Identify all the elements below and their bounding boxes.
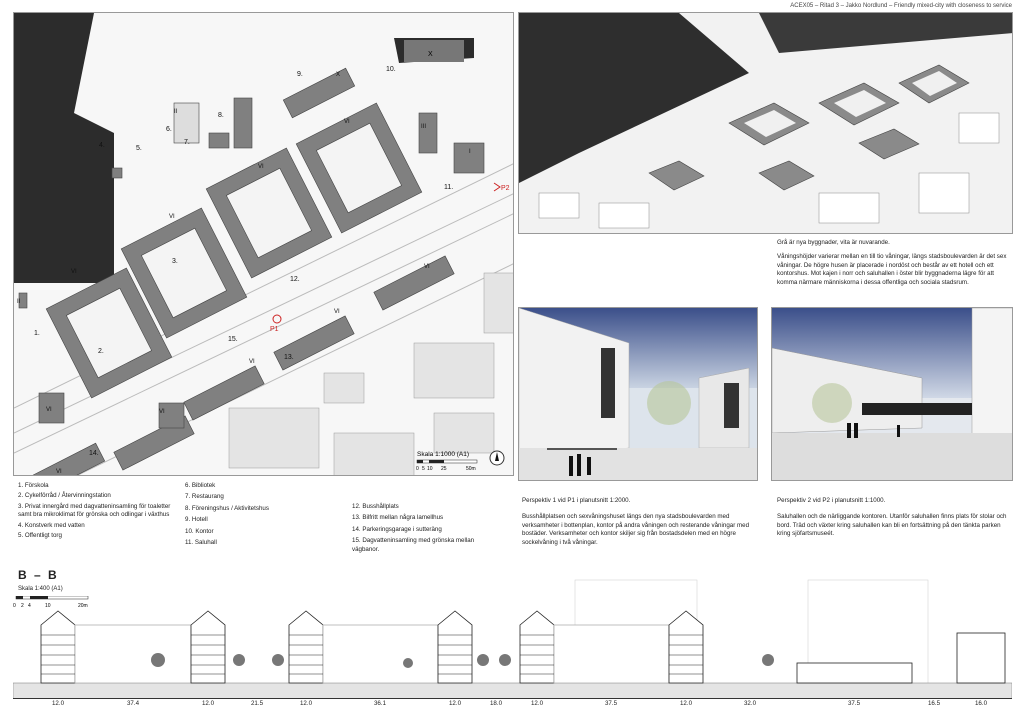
map-number: 3.	[172, 258, 178, 265]
svg-text:20m: 20m	[78, 603, 88, 609]
svg-text:10: 10	[45, 603, 51, 609]
map-number: 6.	[166, 126, 172, 133]
perspective-2-text: Perspektiv 2 vid P2 i planutsnitt 1:1000. Saluhallen och de närliggande kontoren. Utanför saluhallen finns plats för stolar och bord. Träd och växter kring saluhallen kan bli en fortsättning på den tänkta parken kring sjöfartsmuseét.	[777, 497, 1007, 538]
aerial-drawing	[519, 13, 1013, 234]
map-number: 9.	[297, 71, 303, 78]
p1-marker: P1	[270, 326, 279, 333]
map-number: 8.	[218, 112, 224, 119]
block-label: I	[469, 149, 471, 155]
block-label: II	[17, 299, 21, 305]
svg-text:5: 5	[422, 466, 425, 472]
map-number: 10.	[386, 66, 396, 73]
map-number: 11.	[444, 184, 454, 191]
svg-text:50m: 50m	[466, 466, 476, 472]
aerial-view	[518, 12, 1013, 234]
block-label: VI	[424, 264, 430, 270]
map-number: 15.	[228, 336, 238, 343]
map-number: 7.	[184, 139, 190, 146]
section-title: B – B	[18, 568, 59, 582]
map-number: 14.	[89, 450, 99, 457]
block-label: III	[421, 124, 427, 130]
sheet-header: ACEX05 – Ritad 3 – Jakko Nordlund – Friendly mixed-city with closeness to service	[790, 3, 1012, 9]
perspective-1-image	[518, 307, 758, 481]
map-number: 13.	[284, 354, 294, 361]
block-label: VI	[56, 469, 62, 475]
svg-text:10: 10	[427, 466, 433, 472]
svg-text:25: 25	[441, 466, 447, 472]
block-label: VI	[344, 119, 350, 125]
block-label: VI	[249, 359, 255, 365]
p2-marker: P2	[501, 185, 510, 192]
block-label: VI	[159, 409, 165, 415]
map-number: 1.	[34, 330, 40, 337]
map-number: 12.	[290, 276, 300, 283]
block-label: VI	[169, 214, 175, 220]
section-drawing	[13, 575, 1012, 699]
svg-text:0: 0	[416, 466, 419, 472]
legend-col-2: 6. Bibliotek 7. Restaurang 8. Föreningshus / Aktivitetshus 9. Hotell 10. Kontor 11. Saluhall	[185, 482, 269, 547]
svg-text:2: 2	[21, 603, 24, 609]
block-label: VI	[46, 407, 52, 413]
perspective-2-image	[771, 307, 1013, 481]
block-label: VI	[334, 309, 340, 315]
aerial-caption: Grå är nya byggnader, vita är nuvarande. Våningshöjder varierar mellan en till tio våningar, längs stadsboulevarden är det sex våningar. De högre husen är placerade i nordöst och består av ett hotell och ett kontorshus. Mot kajen i norr och saluhallen i öster blir byggnaderna lägre för att komma närmare människorna i dessa offentliga och sociala stadsrum.	[777, 239, 1007, 286]
map-number: 5.	[136, 145, 142, 152]
map-scale-label: Skala 1:1000 (A1)	[417, 451, 470, 458]
perspective-1-text: Perspektiv 1 vid P1 i planutsnitt 1:2000. Busshållplatsen och sexvåningshuset längs den nya stadsboulevarden med verksamheter i bottenplan, kontor på andra våningen och resterande våningar med bostäder. Verksamheter och kontor skiljer sig från bostadsdelen med en högre sockelvåning i två våningar.	[522, 497, 750, 546]
legend-col-3: 12. Busshållplats 13. Bilfritt mellan några lamellhus 14. Parkeringsgarage i sutteräng 15. Dagvatteninsamling med grönska mellan vägbanor.	[352, 503, 475, 553]
block-label: X	[336, 72, 341, 78]
svg-text:0: 0	[13, 603, 16, 609]
svg-text:4: 4	[28, 603, 31, 609]
site-plan	[13, 12, 514, 476]
block-label: X	[428, 51, 433, 58]
map-number: 4.	[99, 142, 105, 149]
block-label: II	[174, 109, 178, 115]
block-label: VI	[71, 269, 77, 275]
block-label: VI	[258, 164, 264, 170]
map-number: 2.	[98, 348, 104, 355]
legend-col-1: 1. Förskola 2. Cykelförråd / Återvinningstation 3. Privat innergård med dagvatteninsamling för toaletter samt bra mikroklimat för grönska och odlingar i växthus 4. Konstverk med vatten 5. Offentligt torg	[18, 482, 171, 540]
section-scale-label: Skala 1:400 (A1)	[18, 586, 63, 592]
section-dimensions: 12.0 37.4 12.0 21.5 12.0 36.1 12.0 18.0 12.0 37.5 12.0 32.0 37.5 16.5 16.0	[13, 698, 1012, 710]
site-plan-drawing	[14, 13, 514, 476]
